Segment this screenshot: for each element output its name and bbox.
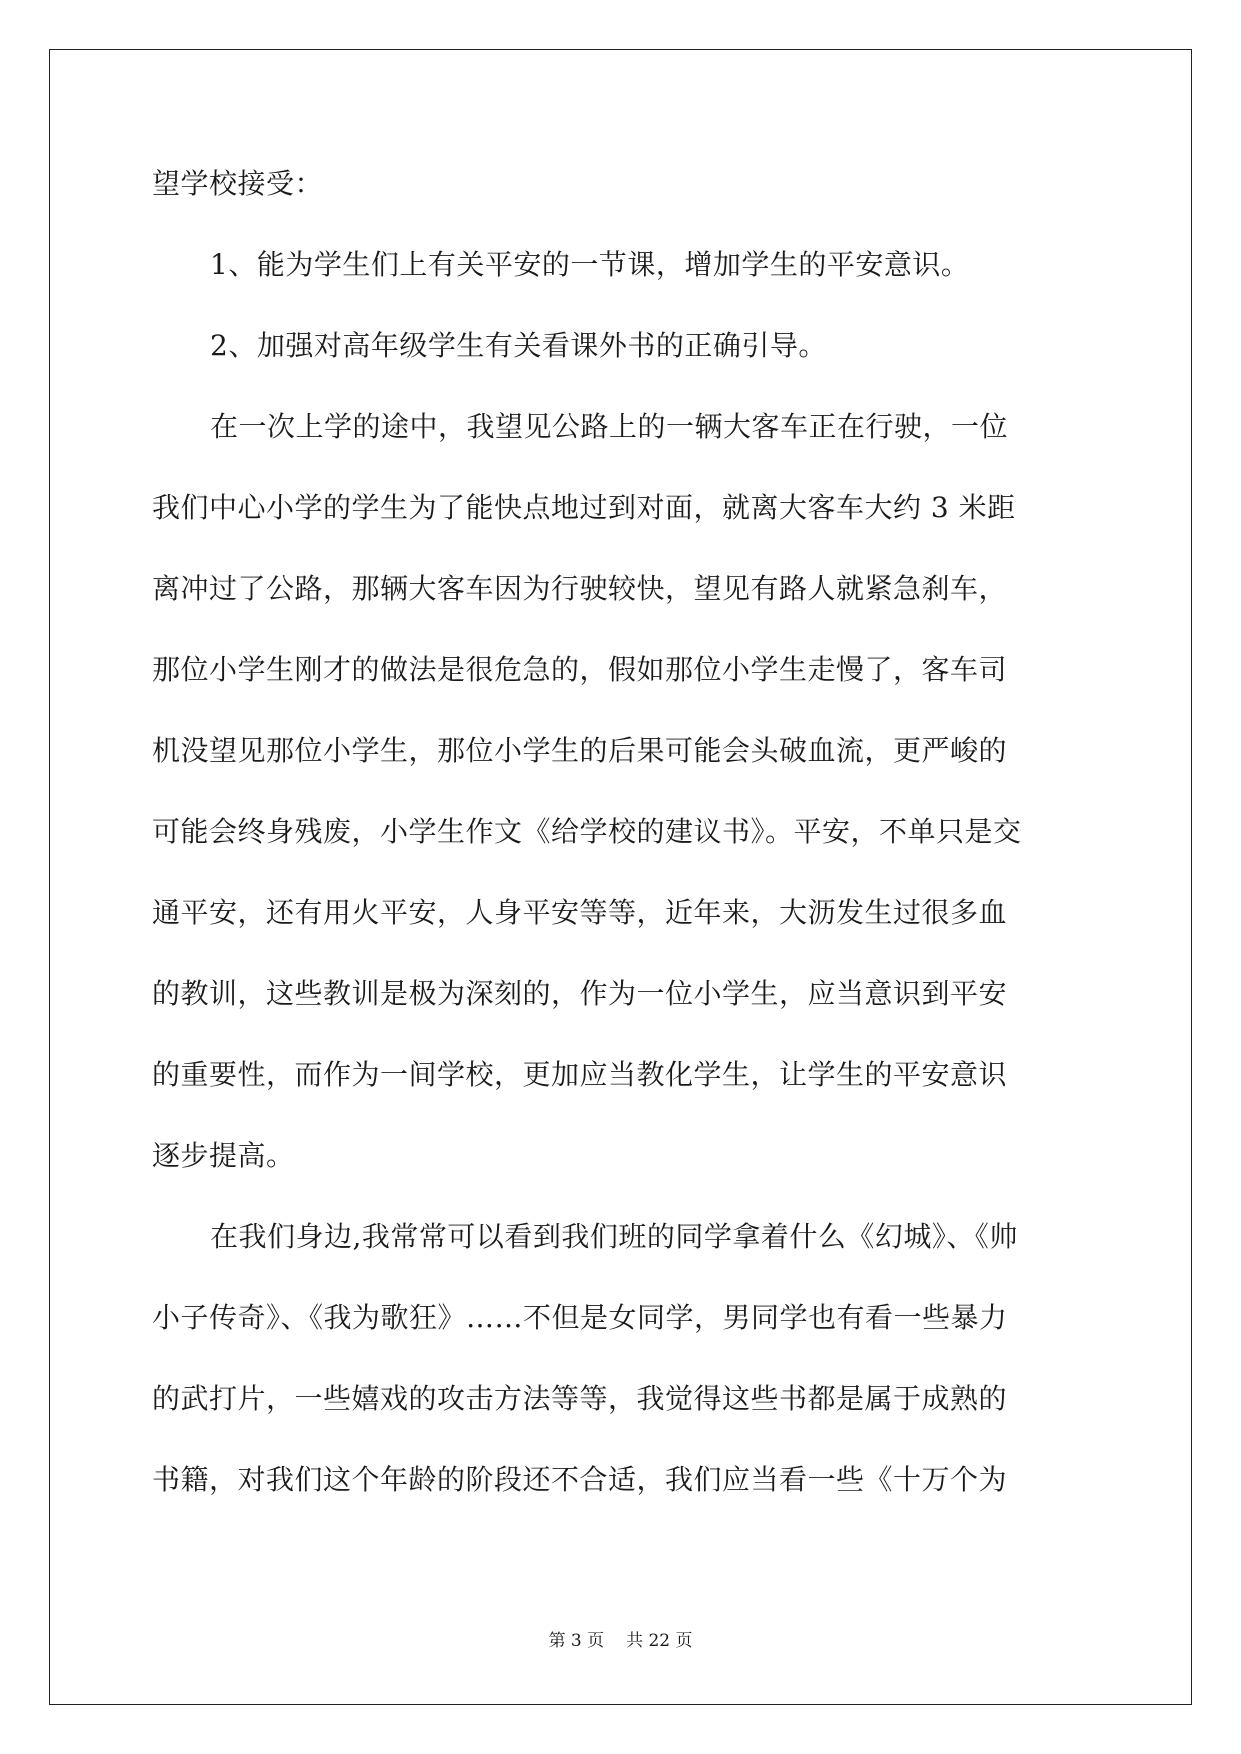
text-line: 机没望见那位小学生，那位小学生的后果可能会头破血流，更严峻的: [152, 734, 1008, 767]
page-number-total: 共 22 页: [626, 1631, 693, 1651]
text-line: 那位小学生刚才的做法是很危急的，假如那位小学生走慢了，客车司: [152, 653, 1008, 686]
text-line: 可能会终身残废，小学生作文《给学校的建议书》。平安，不单只是交: [152, 815, 1022, 848]
text-line: 的武打片，一些嬉戏的攻击方法等等，我觉得这些书都是属于成熟的: [152, 1382, 1008, 1415]
text-line: 通平安，还有用火平安，人身平安等等，近年来，大沥发生过很多血: [152, 896, 1008, 929]
list-item: 2、加强对高年级学生有关看课外书的正确引导。: [210, 329, 827, 362]
page-number-current: 第 3 页: [548, 1631, 605, 1651]
list-item: 1、能为学生们上有关平安的一节课，增加学生的平安意识。: [210, 248, 970, 281]
text-line: 小子传奇》、《我为歌狂》……不但是女同学，男同学也有看一些暴力: [152, 1301, 1008, 1334]
page-footer: [0, 1626, 1241, 1651]
paragraph-start: 在一次上学的途中，我望见公路上的一辆大客车正在行驶，一位: [210, 410, 1009, 443]
text-line: 离冲过了公路，那辆大客车因为行驶较快，望见有路人就紧急刹车，: [152, 572, 1008, 605]
document-body: [152, 160, 1087, 1537]
text-line: 的教训，这些教训是极为深刻的，作为一位小学生，应当意识到平安: [152, 977, 1008, 1010]
text-line: 望学校接受：: [152, 167, 324, 200]
text-line: 的重要性，而作为一间学校，更加应当教化学生，让学生的平安意识: [152, 1058, 1008, 1091]
paragraph-start: 在我们身边,我常常可以看到我们班的同学拿着什么《幻城》、《帅: [210, 1220, 1018, 1253]
text-line: 我们中心小学的学生为了能快点地过到对面，就离大客车大约 3 米距: [152, 491, 1016, 524]
text-line: 书籍，对我们这个年龄的阶段还不合适，我们应当看一些《十万个为: [152, 1463, 1008, 1496]
text-line: 逐步提高。: [152, 1139, 295, 1172]
